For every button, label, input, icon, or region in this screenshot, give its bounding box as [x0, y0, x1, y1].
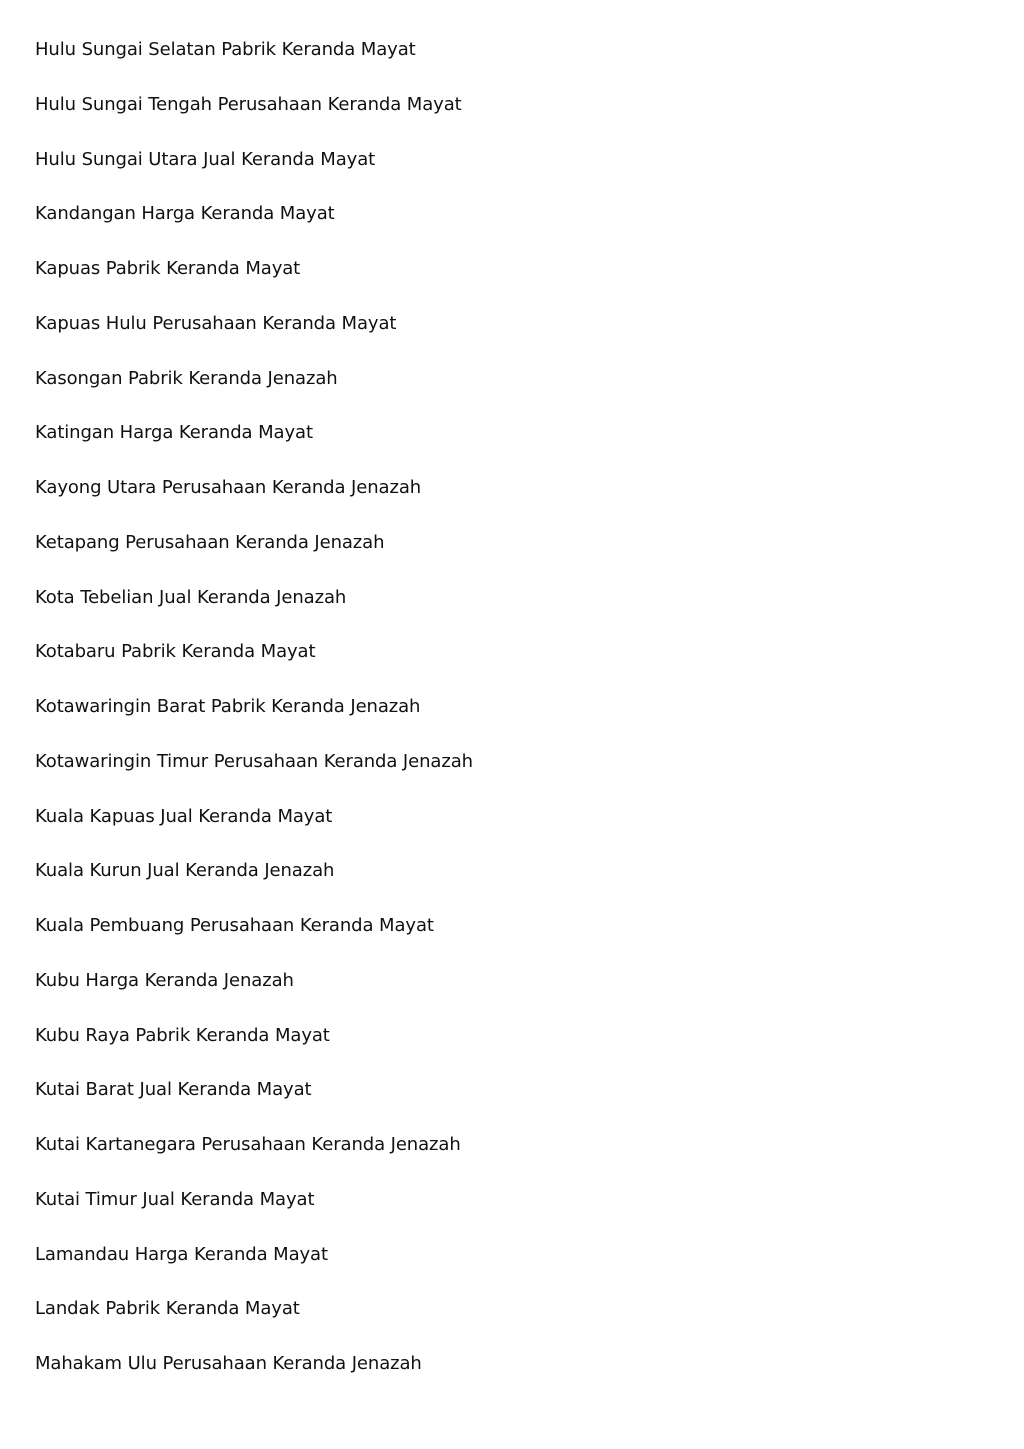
- list-item: Kutai Kartanegara Perusahaan Keranda Jenazah: [35, 1134, 461, 1155]
- list-item: Kotawaringin Timur Perusahaan Keranda Jenazah: [35, 750, 473, 772]
- list-item: Kotabaru Pabrik Keranda Mayat: [35, 641, 316, 663]
- list-item: Kasongan Pabrik Keranda Jenazah: [35, 367, 338, 389]
- list-item: Ketapang Perusahaan Keranda Jenazah: [35, 531, 385, 553]
- list-item: Kuala Pembuang Perusahaan Keranda Mayat: [35, 915, 434, 936]
- list-item: Kutai Barat Jual Keranda Mayat: [35, 1079, 312, 1101]
- list-item: Kandangan Harga Keranda Mayat: [35, 203, 335, 225]
- list-item: Hulu Sungai Tengah Perusahaan Keranda Mayat: [35, 93, 462, 115]
- text-list: [35, 36, 473, 1405]
- list-item: Kuala Kapuas Jual Keranda Mayat: [35, 805, 333, 827]
- list-item: Hulu Sungai Utara Jual Keranda Mayat: [35, 148, 376, 170]
- list-item: Kubu Harga Keranda Jenazah: [35, 969, 294, 991]
- list-item: Kotawaringin Barat Pabrik Keranda Jenazah: [35, 696, 421, 717]
- list-item: Kayong Utara Perusahaan Keranda Jenazah: [35, 477, 422, 498]
- list-item: Katingan Harga Keranda Mayat: [35, 422, 313, 444]
- list-item: Lamandau Harga Keranda Mayat: [35, 1243, 328, 1265]
- list-item: Mahakam Ulu Perusahaan Keranda Jenazah: [35, 1353, 422, 1374]
- list-item: Kapuas Hulu Perusahaan Keranda Mayat: [35, 312, 397, 334]
- list-item: Kubu Raya Pabrik Keranda Mayat: [35, 1024, 330, 1046]
- list-item: Hulu Sungai Selatan Pabrik Keranda Mayat: [35, 39, 416, 60]
- list-item: Kuala Kurun Jual Keranda Jenazah: [35, 860, 335, 882]
- list-item: Kapuas Pabrik Keranda Mayat: [35, 258, 301, 279]
- list-item: Landak Pabrik Keranda Mayat: [35, 1298, 300, 1320]
- list-item: Kota Tebelian Jual Keranda Jenazah: [35, 586, 347, 608]
- list-item: Kutai Timur Jual Keranda Mayat: [35, 1188, 315, 1210]
